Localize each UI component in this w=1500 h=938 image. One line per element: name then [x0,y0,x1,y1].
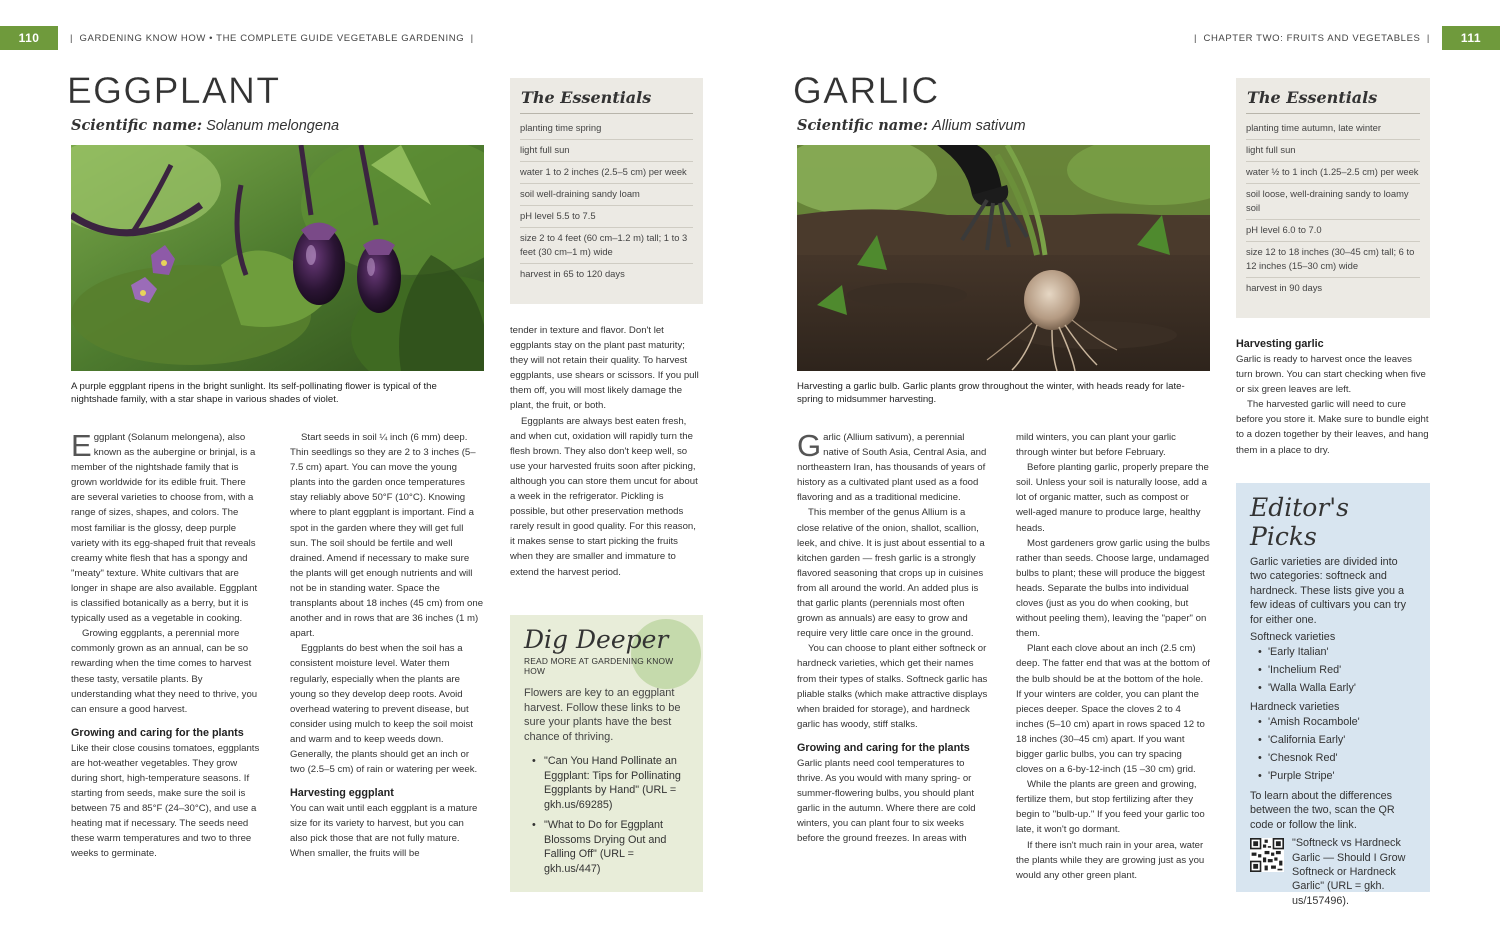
eggplant-essentials-row: light full sun [520,140,693,162]
garlic-essentials-row: soil loose, well-draining sandy to loamy soil [1246,184,1420,220]
eggplant-paragraph: Start seeds in soil ¼ inch (6 mm) deep. Thin seedlings so they are 2 to 3 inches (5–7.5 cm) apart. You can move the young plants into the garden once temperatures stay reliably above 50°F (10°C). Knowing where to plant eggplant is important. Find a spot in the garden where they will get full sun. The soil should be fertile and well drained. Amend if necessary to make sure the plants will get enough nutrients and will not be in standing water. Space the transplants about 18 inches (45 cm) from one another and in rows that are 36 inches (1 m) apart. [290,432,484,640]
garlic-harvesting-heading: Harvesting garlic [1236,338,1324,350]
qr-link-text[interactable]: "Softneck vs Hardneck Garlic — Should I Grow Softneck or Hardneck Garlic" (URL = gkh. us/157496). [1292,837,1406,907]
garlic-paragraph: mild winters, you can plant your garlic through winter but before February. [1016,432,1176,459]
garlic-intro-paragraph: Garlic (Allium sativum), a perennial native of South Asia, Central Asia, and northeastern Iran, has thousands of years of history as a cultivated plant used as a food flavoring and as a traditional medicine. [797,428,987,504]
eggplant-essentials-row: pH level 5.5 to 7.5 [520,206,693,228]
left-page-header [0,26,486,50]
dig-deeper-body: Flowers are key to an eggplant harvest. Follow these links to be sure your plants have the best chance of thriving. [524,687,681,743]
dig-deeper-title: Dig Deeper [524,625,669,654]
eggplant-harvesting-heading: Harvesting eggplant [290,787,394,800]
eggplant-essentials-row: planting time spring [520,118,693,140]
garlic-paragraph: The harvested garlic will need to cure before you store it. Make sure to bundle eight to a dozen together by their leaves, and hang them in a place to dry. [1236,399,1429,456]
garlic-essentials-row: water ½ to 1 inch (1.25–2.5 cm) per week [1246,162,1420,184]
right-page-header [1182,26,1500,50]
garlic-paragraph: Garlic is ready to harvest once the leaves turn brown. You can start checking when five or six green leaves are left. [1236,354,1426,396]
editors-picks-title: Editor's Picks [1250,493,1349,551]
garlic-essentials-box [1236,78,1430,318]
softneck-variety: • 'Inchelium Red' [1250,661,1416,679]
hardneck-heading: Hardneck varieties [1250,701,1340,714]
eggplant-column-1 [71,430,261,862]
eggplant-paragraph: You can wait until each eggplant is a mature size for its variety to harvest, but you can also pick those that are not fully mature. When smaller, the fruits will be [290,803,478,860]
hardneck-variety: • 'Amish Rocambole' [1250,713,1416,731]
garlic-paragraph: Plant each clove about an inch (2.5 cm) deep. The fatter end that was at the bottom of the bulb should be at the bottom of the hole. If your winters are colder, you can plant the pieces deeper. Space the cloves 2 to 4 inches (5–10 cm) apart in rows spaced 12 to 18 inches (30–45 cm) apart. If you want bigger garlic bulbs, you can try spacing cloves on a 6-by-12-inch (15 –30 cm) grid. [1016,643,1210,776]
garlic-essentials-row: harvest in 90 days [1246,282,1323,293]
editors-picks-intro: Garlic varieties are divided into two categories: softneck and hardneck. These lists give you a few ideas of cultivars you can try for either one. [1250,556,1407,626]
eggplant-essentials-row: water 1 to 2 inches (2.5–5 cm) per week [520,162,693,184]
garlic-essentials-row: pH level 6.0 to 7.0 [1246,220,1420,242]
softneck-heading: Softneck varieties [1250,631,1336,644]
eggplant-title: EGGPLANT [67,70,281,111]
editors-picks-outro: To learn about the differences between the two, scan the QR code or follow the link. [1250,790,1395,831]
eggplant-photo-caption: A purple eggplant ripens in the bright sunlight. Its self-pollinating flower is typical of the nightshade family, with a star shape in various shades of violet. [71,381,437,405]
garlic-illustration [797,145,1210,371]
garlic-photo [797,145,1210,371]
garlic-essentials-row: size 12 to 18 inches (30–45 cm) tall; 6 to 12 inches (15–30 cm) wide [1246,242,1420,278]
eggplant-intro-paragraph: Eggplant (Solanum melongena), also known as the aubergine or brinjal, is a member of the nightshade family that is grown worldwide for its edible fruit. There are several varieties to choose from, with a range of sizes, shapes, and colors. The most familiar is the glossy, deep purple variety with its egg-shaped fruit that reveals creamy white flesh that has a spongy and "meaty" texture. White cultivars that are longer in shape are also available. Eggplant is classified botanically as a berry, but it is typically used as a vegetable in cooking. [71,428,258,625]
softneck-list [1250,643,1416,697]
garlic-paragraph: Before planting garlic, properly prepare the soil. Unless your soil is naturally loose, add a lot of organic matter, such as compost or well-aged manure to produce large, healthy heads. [1016,462,1209,534]
garlic-column-2 [1016,430,1210,883]
eggplant-column-3 [510,323,703,580]
qr-link-row [1250,836,1416,908]
softneck-variety: • 'Walla Walla Early' [1250,679,1416,697]
dig-deeper-subtitle: READ MORE AT GARDENING KNOW HOW [524,656,674,676]
garlic-photo-caption: Harvesting a garlic bulb. Garlic plants grow throughout the winter, with heads ready for late-spring to midsummer harvesting. [797,381,1185,405]
editors-picks-box [1236,483,1430,907]
garlic-essentials-row: planting time autumn, late winter [1246,118,1420,140]
softneck-variety: • 'Early Italian' [1250,643,1416,661]
left-page-number: 110 [0,26,58,50]
eggplant-essentials-title: The Essentials [520,88,693,114]
hardneck-variety: • 'Purple Stripe' [1250,767,1416,785]
eggplant-illustration [71,145,484,371]
hardneck-variety: • 'California Early' [1250,731,1416,749]
garlic-paragraph: You can choose to plant either softneck or hardneck varieties, which get their names from their types of stalks. Softneck garlic has pliable stalks (which make attractive displays when braided for storage), and hardneck garlic has woody, stiff stalks. [797,643,988,730]
dig-deeper-box [510,615,703,892]
garlic-paragraph: Most gardeners grow garlic using the bulbs rather than seeds. Choose large, undamaged bulbs to plant; these will produce the biggest heads. Separate the bulbs into individual cloves (just as you do when cooking, but without peeling them), leaving the "paper" on them. [1016,537,1210,640]
eggplant-paragraph: Eggplants do best when the soil has a consistent moisture level. Water them regularly, especially when the plants are young so they develop deep roots. Avoid overhead watering to prevent disease, but consider using mulch to keep the soil moist and warm and to keep weeds down. Generally, the plants should get an inch or two (2.5–5 cm) of rain or watering per week. [290,643,478,776]
eggplant-paragraph: Like their close cousins tomatoes, eggplants are hot-weather vegetables. They grow during short, high-temperature seasons. If starting from seeds, make sure the soil is between 75 and 85°F (24–30°C), and use a heating mat if necessary. The seeds need these warm temperatures and two to three weeks to germinate. [71,742,260,860]
eggplant-essentials-row: harvest in 65 to 120 days [520,268,625,279]
garlic-column-3 [1236,333,1430,458]
eggplant-paragraph: Eggplants are always best eaten fresh, and when cut, oxidation will rapidly turn the flesh brown. They also don't keep well, so use your harvested fruits soon after picking, although you can store them uncut for about a week in the refrigerator. Pickling is possible, but other preservation methods rarely result in good quality. For this reason, it makes sense to start picking the fruits when they are smaller and immature to extend the harvest period. [510,415,698,578]
garlic-essentials-row: light full sun [1246,140,1420,162]
garlic-paragraph: This member of the genus Allium is a close relative of the onion, shallot, scallion, leek, and chive. It is just about essential to a kitchen garden — fresh garlic is a strongly flavored seasoning that crops up in cuisines from all around the world. An added plus is that garlic plants (perennials most often grown as annuals) are easy to grow and require very little care once in the ground. [797,507,985,640]
right-page-number: 111 [1442,26,1500,50]
eggplant-essentials-box [510,78,703,304]
right-running-title: | CHAPTER TWO: FRUITS AND VEGETABLES | [1193,32,1430,44]
dig-deeper-link-item[interactable]: • "What to Do for Eggplant Blossoms Drying Out and Falling Off" (URL = gkh.us/447) [524,818,689,876]
garlic-growing-heading: Growing and caring for the plants [797,741,970,754]
eggplant-dropcap: E [71,428,92,463]
eggplant-paragraph: tender in texture and flavor. Don't let eggplants stay on the plant past maturity; they will not retain their quality. To harvest eggplants, use shears or scissors. If you pull them off, you will most likely damage the plant, the fruit, or both. [510,325,699,412]
garlic-paragraph: Garlic plants need cool temperatures to thrive. As you would with many spring- or summer-flowering bulbs, you should plant garlic in the autumn. Where there are cold winters, you can plant four to six weeks before the ground freezes. In areas with [797,757,976,845]
garlic-dropcap: G [797,428,822,463]
dig-deeper-links [524,754,689,876]
eggplant-essentials-row: soil well-draining sandy loam [520,184,693,206]
qr-code-icon[interactable] [1250,838,1284,872]
eggplant-growing-heading: Growing and caring for the plants [71,726,244,739]
left-running-title: | GARDENING KNOW HOW • THE COMPLETE GUIDE VEGETABLE GARDENING | [70,32,474,44]
eggplant-photo [71,145,484,371]
garlic-paragraph: If there isn't much rain in your area, water the plants while they are growing just as you would any other green plant. [1016,839,1205,881]
garlic-scientific-name: Scientific name: Allium sativum [797,117,1026,134]
garlic-title: GARLIC [793,70,940,111]
garlic-essentials-title: The Essentials [1246,88,1420,114]
dig-deeper-link-item[interactable]: • "Can You Hand Pollinate an Eggplant: Tips for Pollinating Eggplants by Hand" (URL = gkh.us/69285) [524,754,689,812]
eggplant-paragraph: Growing eggplants, a perennial more commonly grown as an annual, can be so rewarding when the time comes to harvest these tasty, versatile plants. By understanding what they need to thrive, you can ensure a good harvest. [71,628,258,715]
garlic-column-1 [797,430,989,846]
hardneck-variety: • 'Chesnok Red' [1250,749,1416,767]
eggplant-essentials-row: size 2 to 4 feet (60 cm–1.2 m) tall; 1 to 3 feet (30 cm–1 m) wide [520,228,693,264]
garlic-paragraph: While the plants are green and growing, fertilize them, but stop fertilizing after they begin to "bulb-up." If you feed your garlic too late, it won't go dormant. [1016,779,1205,836]
eggplant-column-2 [290,430,484,862]
hardneck-list [1250,713,1416,785]
eggplant-scientific-name: Scientific name: Solanum melongena [71,117,340,134]
